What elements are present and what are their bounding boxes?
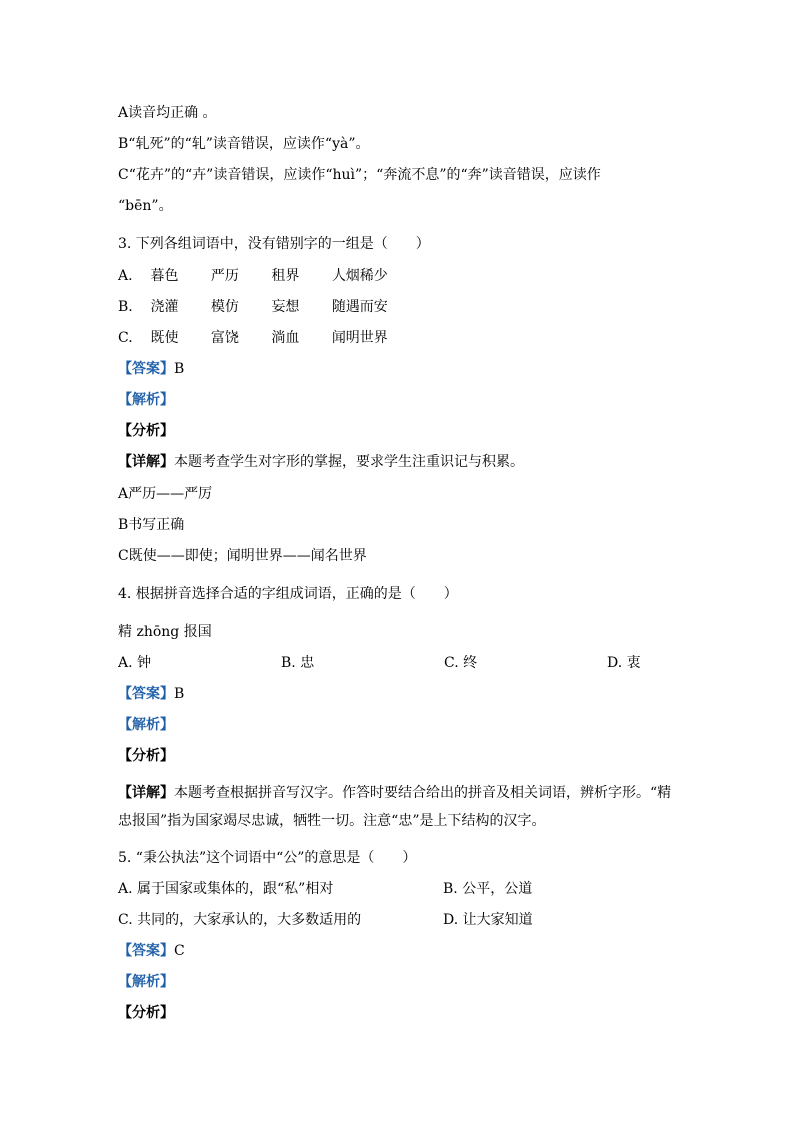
word: 随遇而安 — [331, 299, 388, 315]
word: 富饶 — [210, 330, 239, 346]
q4-detail-cont: 忠报国”指为国家竭尽忠诚，牺牲一切。注意“忠”是上下结构的汉字。 — [118, 813, 546, 829]
q3-detail-line-c: C既使——即使；闻明世界——闻名世界 — [118, 548, 367, 564]
q3-stem: 3. 下列各组词语中，没有错别字的一组是（ ） — [118, 236, 430, 252]
q3-option-c — [118, 328, 388, 348]
q5-fenxi-tag: 【分析】 — [118, 1005, 174, 1021]
detail-tag: 【详解】 — [118, 454, 174, 470]
q3-fenxi-tag: 【分析】 — [118, 423, 174, 439]
q5-stem: 5. “秉公执法”这个词语中“公”的意思是（ ） — [118, 850, 417, 866]
answer-value: C — [174, 943, 185, 959]
q4-prompt: 精 zhōng 报国 — [118, 624, 212, 640]
option-c-explanation-cont: “bēn”。 — [118, 198, 173, 214]
word: 既使 — [150, 330, 179, 346]
detail-text: 本题考查根据拼音写汉字。作答时要结合给出的拼音及相关词语，辨析字形。“精 — [174, 785, 672, 801]
answer-tag: 【答案】 — [118, 943, 174, 959]
answer-tag: 【答案】 — [118, 361, 174, 377]
answer-tag: 【答案】 — [118, 686, 174, 702]
q5-jiexi-tag: 【解析】 — [118, 974, 174, 990]
word: 人烟稀少 — [331, 268, 388, 284]
word: 浇灌 — [150, 299, 179, 315]
answer-value: B — [174, 686, 185, 702]
q3-option-a — [118, 266, 388, 286]
option-label: B. — [118, 299, 133, 315]
option-label: C. — [118, 330, 133, 346]
word: 淌血 — [271, 330, 300, 346]
word: 闻明世界 — [331, 330, 388, 346]
q4-jiexi-tag: 【解析】 — [118, 717, 174, 733]
word: 妄想 — [271, 299, 300, 315]
option-a-explanation: A读音均正确 。 — [118, 105, 217, 121]
q4-detail — [118, 783, 671, 803]
q5-option-a: A. 属于国家或集体的，跟“私”相对 — [118, 881, 334, 897]
q4-option-a: A. 钟 — [118, 655, 152, 671]
word: 暮色 — [150, 268, 179, 284]
q4-option-b: B. 忠 — [281, 655, 315, 671]
q3-detail — [118, 452, 524, 472]
detail-text: 本题考查学生对字形的掌握，要求学生注重识记与积累。 — [174, 454, 524, 470]
q4-fenxi-tag: 【分析】 — [118, 748, 174, 764]
q5-option-c: C. 共同的，大家承认的，大多数适用的 — [118, 912, 362, 928]
q4-answer — [118, 684, 184, 704]
q3-answer — [118, 359, 184, 379]
q3-detail-line-a: A严历——严厉 — [118, 486, 213, 502]
q4-option-c: C. 终 — [444, 655, 478, 671]
word: 模仿 — [210, 299, 239, 315]
word: 租界 — [271, 268, 300, 284]
q5-option-d: D. 让大家知道 — [443, 912, 533, 928]
option-b-explanation: B“轧死”的“轧”读音错误，应读作“yà”。 — [118, 136, 370, 152]
q4-stem: 4. 根据拼音选择合适的字组成词语，正确的是（ ） — [118, 586, 458, 602]
q3-jiexi-tag: 【解析】 — [118, 392, 174, 408]
word: 严历 — [210, 268, 239, 284]
q5-answer — [118, 941, 185, 961]
option-label: A. — [118, 268, 133, 284]
detail-tag: 【详解】 — [118, 785, 174, 801]
q4-option-d: D. 衷 — [607, 655, 641, 671]
q3-option-b — [118, 297, 388, 317]
q5-option-b: B. 公平，公道 — [443, 881, 533, 897]
answer-value: B — [174, 361, 185, 377]
option-c-explanation: C“花卉”的“卉”读音错误，应读作“huì”；“奔流不息”的“奔”读音错误，应读作 — [118, 167, 601, 183]
q3-detail-line-b: B书写正确 — [118, 517, 185, 533]
